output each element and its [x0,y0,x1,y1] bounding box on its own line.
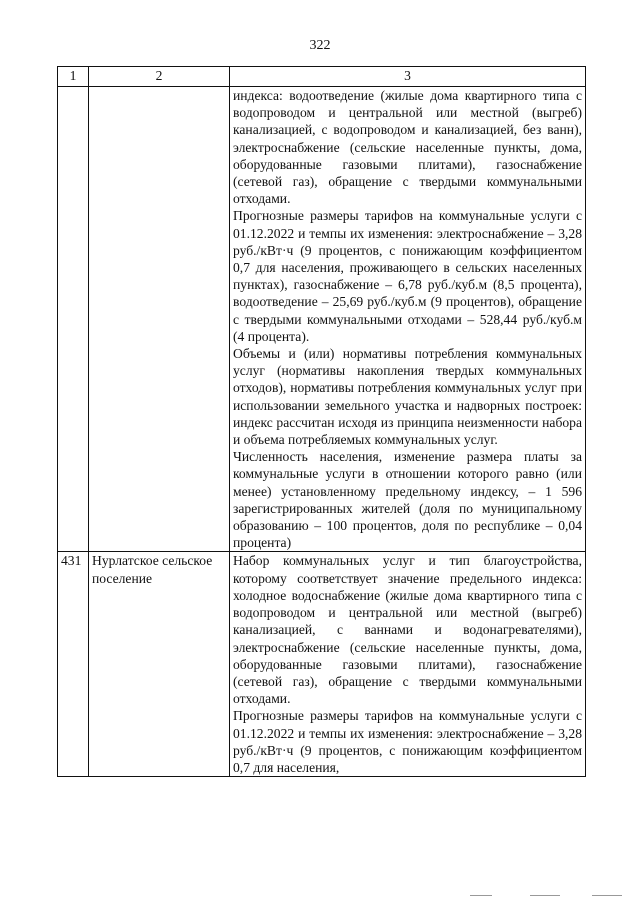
description-paragraph: Прогнозные размеры тарифов на коммунальные услуги с 01.12.2022 и темпы их изменения: электроснабжение – 3,28 руб./кВт·ч (9 процентов, с понижающим коэффициентом 0,7 для населения, проживающего в сельских населенных пунктах), газоснабжение – 6,78 руб./куб.м (8,5 процента), водоотведение – 25,69 руб./куб.м (9 процентов), обращение с твердыми коммунальными отходами – 528,44 руб./куб.м (4 процента). [233,208,582,344]
description-paragraph: Объемы и (или) нормативы потребления коммунальных услуг (нормативы накопления твердых коммунальных отходов), нормативы потребления коммунальных услуг при использовании земельного участка и надворных построек: индекс рассчитан исходя из принципа неизменности набора и объема потребляемых коммунальных услуг. [233,346,582,448]
table-header-row [58,67,586,87]
settlement-name: Нурлатское сельское поселение [89,552,230,777]
description-paragraph: Прогнозные размеры тарифов на коммунальные услуги с 01.12.2022 и темпы их изменения: электроснабжение – 3,28 руб./кВт·ч (9 процентов, с понижающим коэффициентом 0,7 для населения, [233,708,582,775]
column-header-2: 2 [89,67,230,87]
table-row [58,552,586,777]
row-description [230,552,586,777]
column-header-3: 3 [230,67,586,87]
row-description [230,87,586,552]
description-paragraph: индекса: водоотведение (жилые дома квартирного типа с водопроводом и центральной или местной (выгреб) канализацией, с водопроводом и канализацией, без ванн), электроснабжение (сельские населенные пункты, дома, оборудованные газовыми плитами), газоснабжение (сетевой газ), обращение с твердыми коммунальными отходами. [233,88,582,207]
row-number: 431 [58,552,89,777]
description-paragraph: Численность населения, изменение размера платы за коммунальные услуги в отношении которого равно (или менее) установленному предельному индексу, – 1 596 зарегистрированных жителей (доля по муниципальному образованию – 100 процентов, доля по республике – 0,04 процента) [233,449,582,551]
description-paragraph: Набор коммунальных услуг и тип благоустройства, которому соответствует значение предельного индекса: холодное водоснабжение (жилые дома квартирного типа с водопроводом и центральной или местной (выгреб) канализацией, с ваннами и водонагревателями), электроснабжение (сельские населенные пункты, дома, оборудованные газовыми плитами), газоснабжение (сетевой газ), обращение с твердыми коммунальными отходами. [233,553,582,707]
row-number [58,87,89,552]
footer-marks [0,893,640,899]
settlement-name [89,87,230,552]
tariff-table [57,66,586,777]
table-row [58,87,586,552]
page-number: 322 [309,38,331,53]
column-header-1: 1 [58,67,89,87]
